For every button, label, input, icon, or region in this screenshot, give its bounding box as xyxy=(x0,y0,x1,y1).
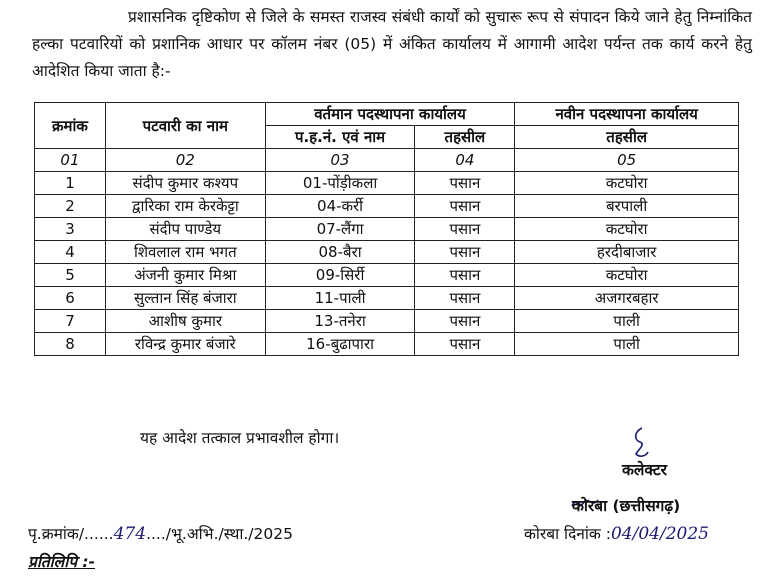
copy-to-label: प्रतिलिपि :- xyxy=(28,553,96,571)
closing-statement: यह आदेश तत्काल प्रभावशील होगा। xyxy=(140,429,340,447)
cell-current-phn: 16-बुढापारा xyxy=(265,333,415,356)
cell-current-phn: 11-पाली xyxy=(265,287,415,310)
cell-patwari-name: संदीप पाण्डेय xyxy=(105,218,265,241)
cell-new-tehsil: पाली xyxy=(515,333,739,356)
cell-current-tehsil: पसान xyxy=(415,172,515,195)
col-index: 02 xyxy=(105,149,265,172)
table-row xyxy=(35,310,739,333)
col-index: 05 xyxy=(515,149,739,172)
cell-current-tehsil: पसान xyxy=(415,310,515,333)
cell-patwari-name: शिवलाल राम भगत xyxy=(105,241,265,264)
cell-serial: 3 xyxy=(35,218,106,241)
cell-serial: 4 xyxy=(35,241,106,264)
cell-current-phn: 01-पोंड़ीकला xyxy=(265,172,415,195)
table-row xyxy=(35,195,739,218)
cell-current-tehsil: पसान xyxy=(415,333,515,356)
cell-new-tehsil: अजगरबहार xyxy=(515,287,739,310)
header-serial: क्रमांक xyxy=(35,103,106,149)
cell-current-tehsil: पसान xyxy=(415,264,515,287)
date-prefix: कोरबा दिनांक : xyxy=(524,525,611,543)
cell-current-phn: 09-सिर्री xyxy=(265,264,415,287)
date-value: 04/04/2025 xyxy=(610,524,709,544)
cell-current-tehsil: पसान xyxy=(415,287,515,310)
cell-patwari-name: सुल्तान सिंह बंजारा xyxy=(105,287,265,310)
cell-current-tehsil: पसान xyxy=(415,218,515,241)
reference-suffix: /भू.अभि./स्था./2025 xyxy=(165,525,293,543)
table-row xyxy=(35,241,739,264)
header-new-office: नवीन पदस्थापना कार्यालय xyxy=(515,103,739,126)
cell-patwari-name: द्वारिका राम केरकेट्टा xyxy=(105,195,265,218)
header-current-tehsil: तहसील xyxy=(415,126,515,149)
cell-new-tehsil: हरदीबाजार xyxy=(515,241,739,264)
reference-dots: .... xyxy=(146,525,166,543)
table-body xyxy=(35,172,739,356)
col-index: 03 xyxy=(265,149,415,172)
cell-serial: 2 xyxy=(35,195,106,218)
cell-new-tehsil: कटघोरा xyxy=(515,264,739,287)
cell-current-phn: 07-लैंगा xyxy=(265,218,415,241)
cell-current-phn: 13-तनेरा xyxy=(265,310,415,333)
cell-patwari-name: संदीप कुमार कश्यप xyxy=(105,172,265,195)
transfer-table xyxy=(34,102,739,356)
order-date xyxy=(524,522,709,544)
cell-serial: 7 xyxy=(35,310,106,333)
table-row xyxy=(35,172,739,195)
cell-current-phn: 04-कर्री xyxy=(265,195,415,218)
header-new-tehsil: तहसील xyxy=(515,126,739,149)
cell-serial: 6 xyxy=(35,287,106,310)
cell-serial: 1 xyxy=(35,172,106,195)
signatory-title: कलेक्टर xyxy=(622,461,668,479)
signature-mark-icon xyxy=(630,426,652,460)
column-index-row xyxy=(35,149,739,172)
table-row xyxy=(35,264,739,287)
cell-serial: 8 xyxy=(35,333,106,356)
cell-current-tehsil: पसान xyxy=(415,195,515,218)
cell-patwari-name: रविन्द्र कुमार बंजारे xyxy=(105,333,265,356)
intro-paragraph: प्रशासनिक दृष्टिकोण से जिले के समस्त राजस्व संबंधी कार्यों को सुचारू रूप से संपादन किये जाने हेतु निम्नांकित हल्का पटवारियों को प्रशानिक आधार पर कॉलम नंबर (05) में अंकित कार्यालय में आगामी आदेश पर्यन्त तक कार्य करने हेतु आदेशित किया जाता है:- xyxy=(32,8,752,80)
cell-patwari-name: आशीष कुमार xyxy=(105,310,265,333)
cell-new-tehsil: कटघोरा xyxy=(515,172,739,195)
table-row xyxy=(35,218,739,241)
signatory-place: कोरबा (छत्तीसगढ़) xyxy=(572,497,681,515)
header-name: पटवारी का नाम xyxy=(105,103,265,149)
reference-dots: ...... xyxy=(84,525,114,543)
header-current-phn: प.ह.नं. एवं नाम xyxy=(265,126,415,149)
header-current-office: वर्तमान पदस्थापना कार्यालय xyxy=(265,103,515,126)
reference-handwritten-number: 474 xyxy=(113,524,147,544)
cell-current-phn: 08-बैरा xyxy=(265,241,415,264)
cell-patwari-name: अंजनी कुमार मिश्रा xyxy=(105,264,265,287)
reference-number xyxy=(28,522,293,544)
col-index: 01 xyxy=(35,149,106,172)
cell-new-tehsil: पाली xyxy=(515,310,739,333)
cell-serial: 5 xyxy=(35,264,106,287)
table-row xyxy=(35,333,739,356)
col-index: 04 xyxy=(415,149,515,172)
cell-current-tehsil: पसान xyxy=(415,241,515,264)
cell-new-tehsil: कटघोरा xyxy=(515,218,739,241)
cell-new-tehsil: बरपाली xyxy=(515,195,739,218)
table-row xyxy=(35,287,739,310)
reference-prefix: पृ.क्रमांक/ xyxy=(28,525,85,543)
